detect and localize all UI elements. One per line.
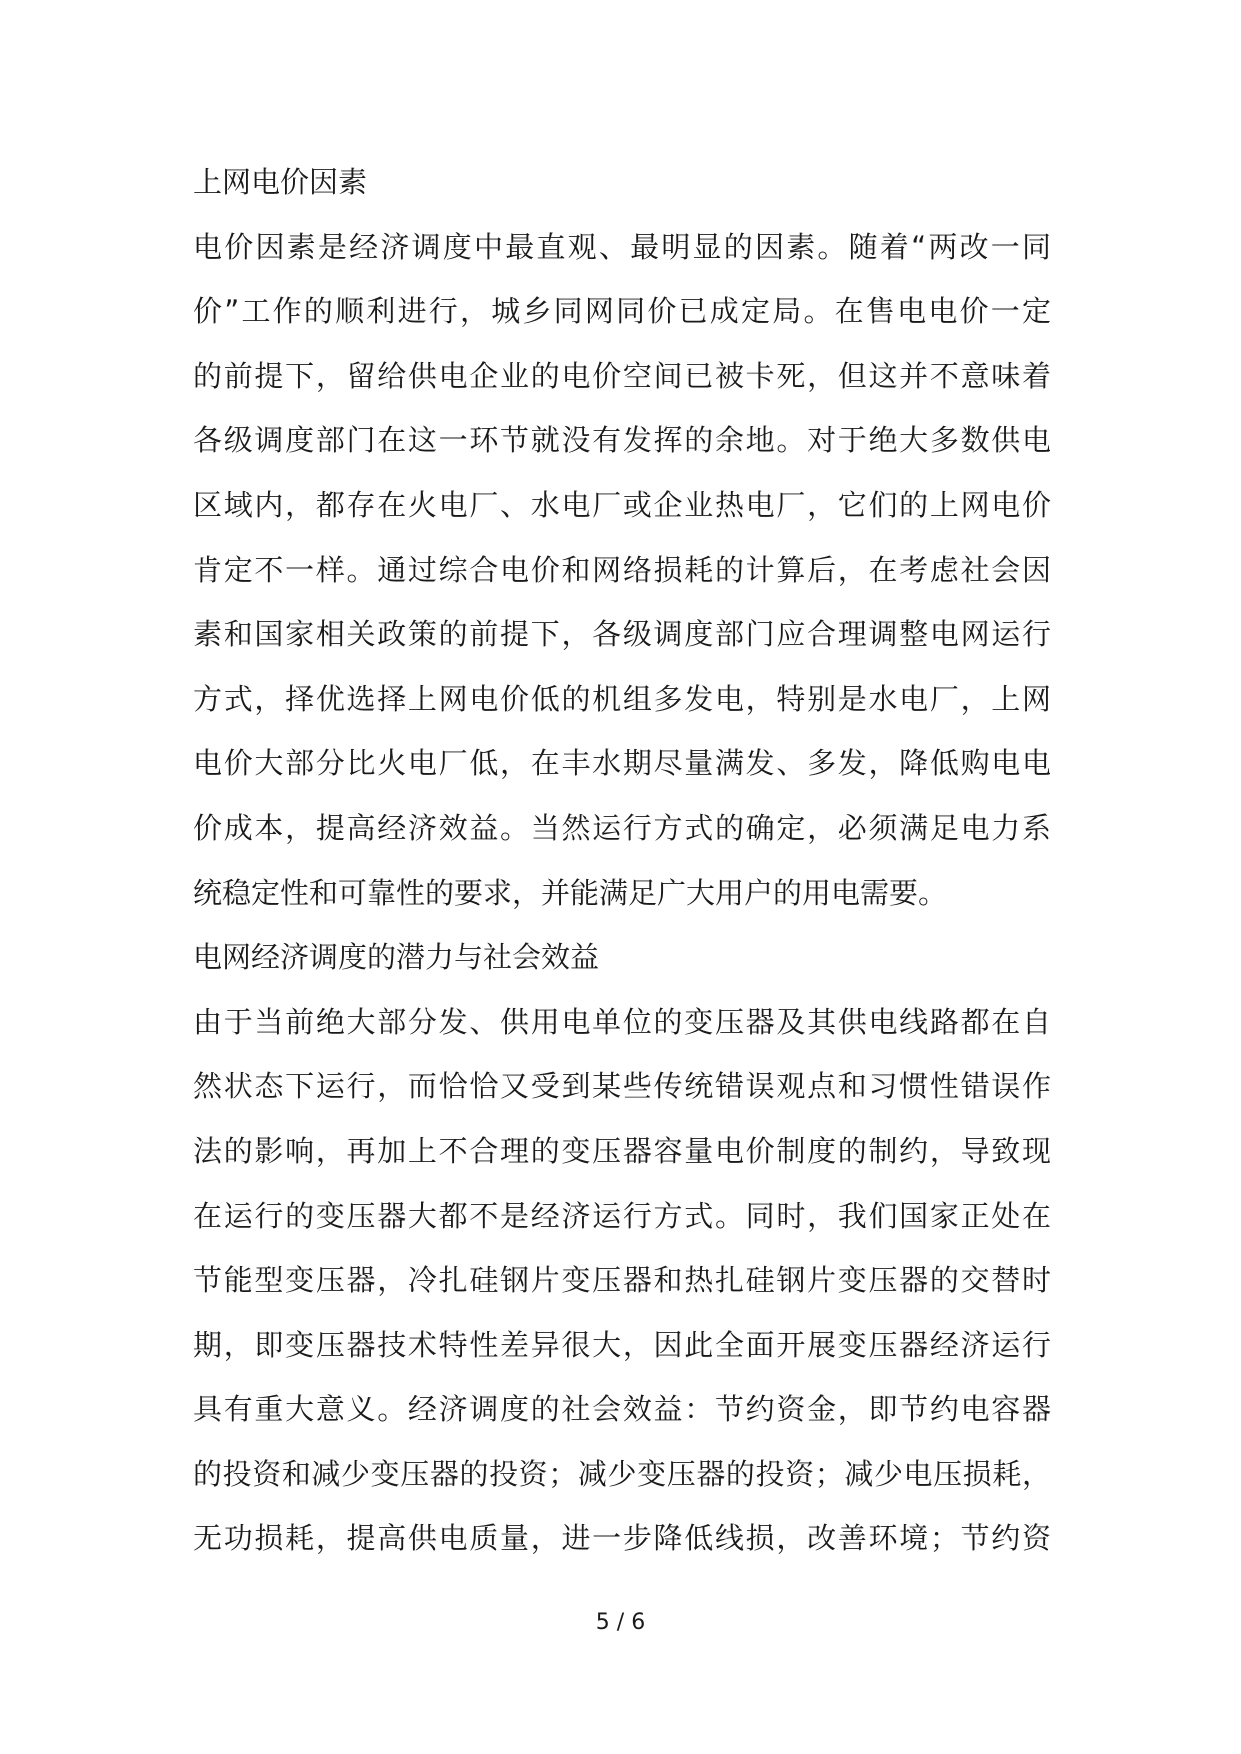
paragraph-line: 区域内，都存在火电厂、水电厂或企业热电厂，它们的上网电价 bbox=[193, 487, 1051, 522]
paragraph-line: 无功损耗，提高供电质量，进一步降低线损，改善环境；节约资 bbox=[193, 1521, 1051, 1556]
paragraph-line: 具有重大意义。经济调度的社会效益：节约资金，即节约电容器 bbox=[193, 1392, 1051, 1427]
document-body bbox=[193, 150, 1051, 1571]
paragraph-line: 素和国家相关政策的前提下，各级调度部门应合理调整电网运行 bbox=[193, 617, 1051, 652]
paragraph-line: 节能型变压器，冷扎硅钢片变压器和热扎硅钢片变压器的交替时 bbox=[193, 1263, 1051, 1298]
paragraph-last-line: 统稳定性和可靠性的要求，并能满足广大用户的用电需要。 bbox=[193, 875, 948, 910]
paragraph-line: 的前提下，留给供电企业的电价空间已被卡死，但这并不意味着 bbox=[193, 358, 1051, 393]
paragraph-line: 的投资和减少变压器的投资；减少变压器的投资；减少电压损耗， bbox=[193, 1456, 1051, 1491]
paragraph-line: 由于当前绝大部分发、供用电单位的变压器及其供电线路都在自 bbox=[193, 1004, 1051, 1039]
paragraph-line: 价”工作的顺利进行，城乡同网同价已成定局。在售电电价一定 bbox=[193, 294, 1051, 329]
paragraph-line: 肯定不一样。通过综合电价和网络损耗的计算后，在考虑社会因 bbox=[193, 552, 1051, 587]
paragraph-line: 电价大部分比火电厂低，在丰水期尽量满发、多发，降低购电电 bbox=[193, 746, 1051, 781]
paragraph-line: 在运行的变压器大都不是经济运行方式。同时，我们国家正处在 bbox=[193, 1198, 1051, 1233]
page-number: 5 / 6 bbox=[595, 1610, 646, 1635]
paragraph-line: 期，即变压器技术特性差异很大，因此全面开展变压器经济运行 bbox=[193, 1327, 1051, 1362]
section-heading-price-factor: 上网电价因素 bbox=[193, 165, 368, 199]
paragraph-line: 价成本，提高经济效益。当然运行方式的确定，必须满足电力系 bbox=[193, 810, 1051, 845]
paragraph-line: 然状态下运行，而恰恰又受到某些传统错误观点和习惯性错误作 bbox=[193, 1069, 1051, 1104]
paragraph-line: 各级调度部门在这一环节就没有发挥的余地。对于绝大多数供电 bbox=[193, 423, 1051, 458]
paragraph-line: 方式，择优选择上网电价低的机组多发电，特别是水电厂，上网 bbox=[193, 681, 1051, 716]
section-heading-potential-benefit: 电网经济调度的潜力与社会效益 bbox=[193, 940, 600, 975]
paragraph-line: 法的影响，再加上不合理的变压器容量电价制度的制约，导致现 bbox=[193, 1133, 1051, 1168]
paragraph-line: 电价因素是经济调度中最直观、最明显的因素。随着“两改一同 bbox=[193, 229, 1051, 264]
